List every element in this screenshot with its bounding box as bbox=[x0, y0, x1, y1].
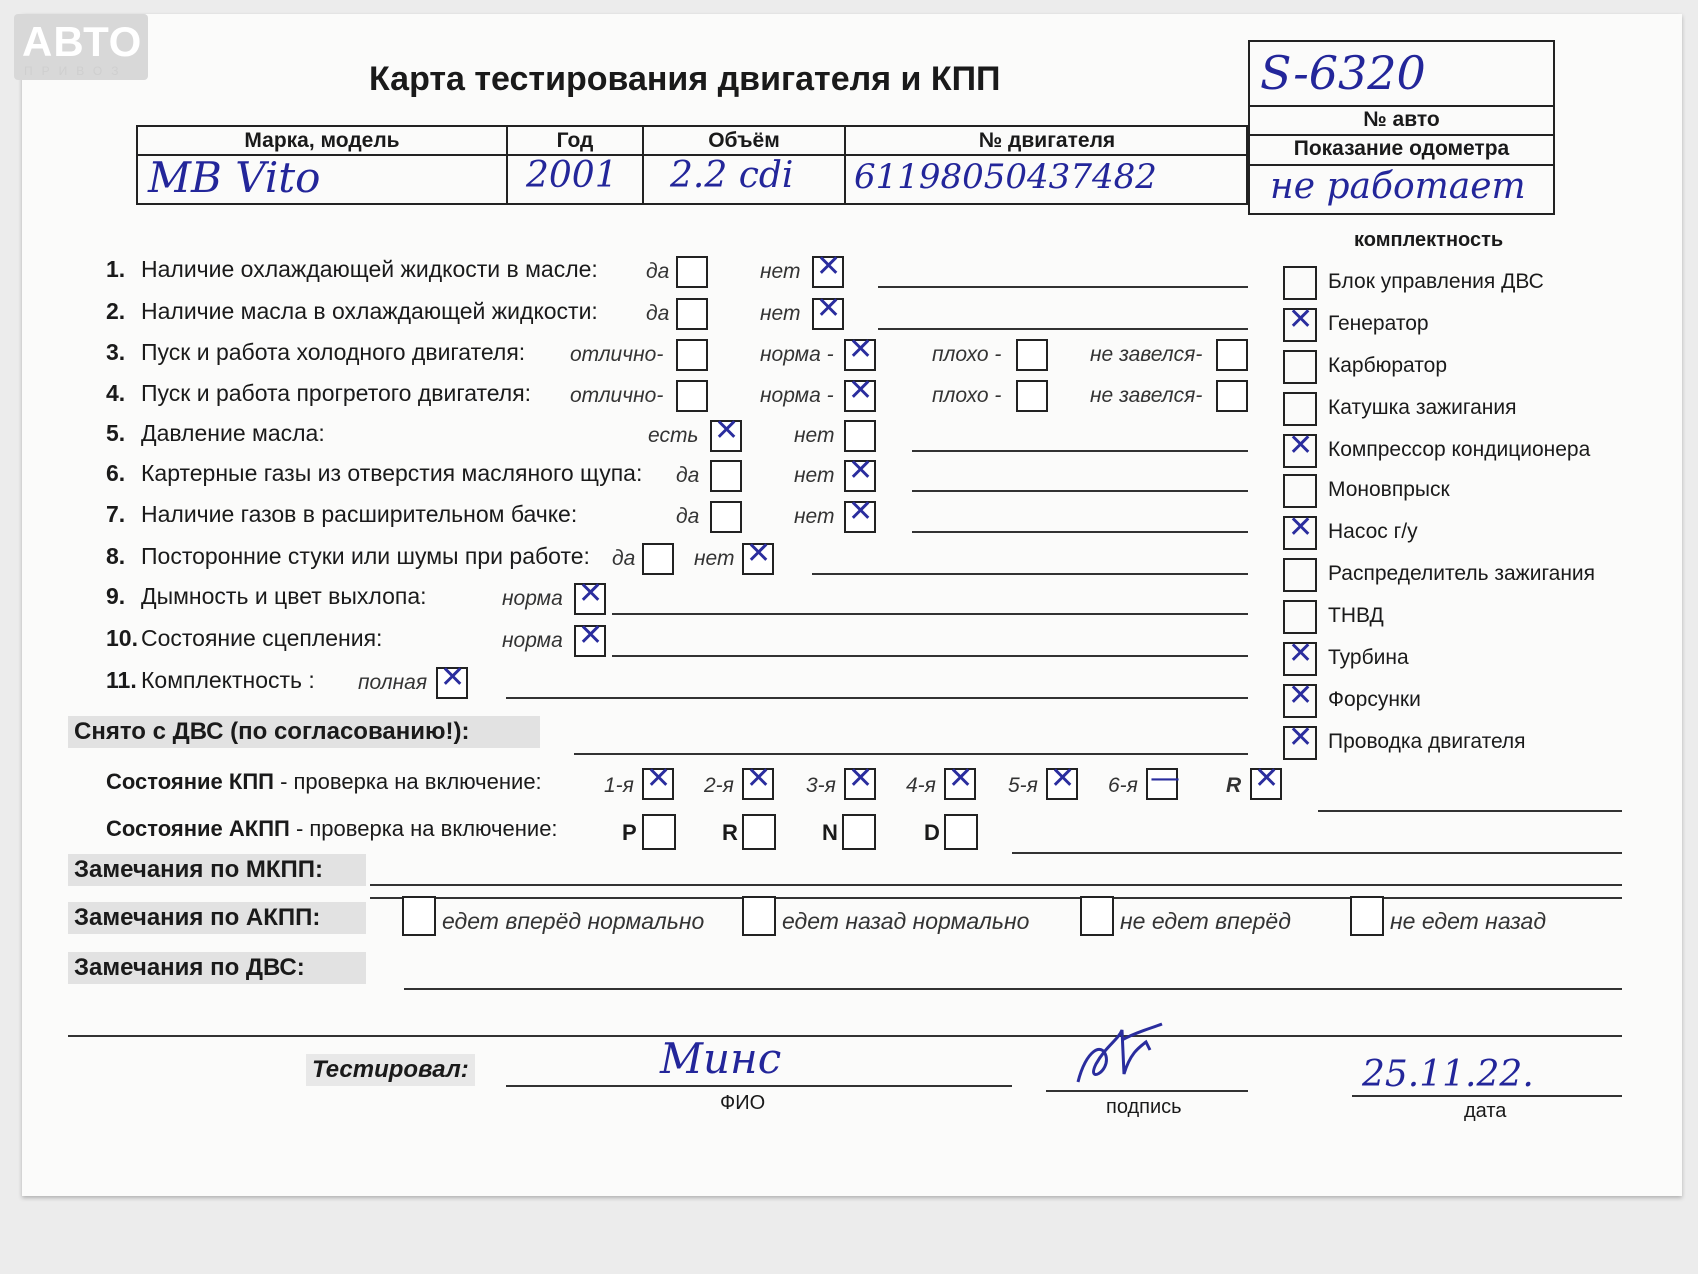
gear-label: R bbox=[1226, 774, 1242, 797]
completeness-item-label: Блок управления ДВС bbox=[1328, 270, 1544, 293]
completeness-checkbox[interactable] bbox=[1283, 474, 1317, 508]
question-10-option-label: норма bbox=[502, 629, 563, 652]
question-9-note-line[interactable] bbox=[612, 613, 1248, 615]
gear-checkbox[interactable] bbox=[742, 761, 774, 800]
akpp-remark-label: едет вперёд нормально bbox=[442, 908, 705, 934]
check-mark-icon: ✕ bbox=[816, 291, 842, 326]
question-8: 8. Посторонние стуки или шумы при работе: bbox=[106, 543, 590, 569]
completeness-item-label: Компрессор кондиционера bbox=[1328, 438, 1591, 461]
question-9: 9. Дымность и цвет выхлопа: bbox=[106, 583, 427, 609]
question-6-checkbox[interactable] bbox=[710, 460, 742, 492]
question-8-checkbox[interactable] bbox=[742, 536, 774, 575]
completeness-checkbox[interactable] bbox=[1283, 266, 1317, 300]
check-mark-icon: ✕ bbox=[578, 618, 604, 653]
auto-number-box bbox=[1248, 40, 1555, 215]
model-cell bbox=[138, 127, 508, 203]
volume-label: Объём bbox=[708, 129, 780, 152]
question-2-note-line[interactable] bbox=[878, 328, 1248, 330]
question-9-checkbox[interactable] bbox=[574, 576, 606, 615]
question-3-option-label: отлично- bbox=[570, 343, 664, 366]
completeness-checkbox[interactable] bbox=[1283, 721, 1317, 760]
question-8-note-line[interactable] bbox=[812, 573, 1248, 575]
remarks-mkpp-line-2[interactable] bbox=[370, 897, 1622, 899]
completeness-item-label: Насос г/у bbox=[1328, 520, 1418, 543]
question-10-checkbox[interactable] bbox=[574, 618, 606, 657]
gear-checkbox[interactable] bbox=[642, 761, 674, 800]
kpp-label: Состояние КПП - проверка на включение: bbox=[106, 769, 542, 794]
question-11-checkbox[interactable] bbox=[436, 660, 468, 699]
question-2-option-label: да bbox=[646, 302, 670, 325]
date-value[interactable]: 25.11.22. bbox=[1362, 1054, 1534, 1095]
gear-checkbox[interactable] bbox=[1046, 761, 1078, 800]
question-8-option-label: да bbox=[612, 547, 636, 570]
signature-caption: подпись bbox=[1106, 1096, 1182, 1118]
question-1-checkbox[interactable] bbox=[812, 249, 844, 288]
question-6-option-label: нет bbox=[794, 464, 835, 487]
question-7: 7. Наличие газов в расширительном бачке: bbox=[106, 501, 578, 527]
check-mark-icon: ✕ bbox=[848, 332, 874, 367]
volume-value[interactable]: 2.2 cdi bbox=[670, 155, 794, 196]
check-mark-icon: ✕ bbox=[948, 761, 974, 796]
question-2-checkbox[interactable] bbox=[812, 291, 844, 330]
check-mark-icon: ✕ bbox=[848, 453, 874, 488]
remarks-mkpp-line[interactable] bbox=[370, 884, 1622, 886]
check-mark-icon: ✕ bbox=[578, 576, 604, 611]
question-4-checkbox[interactable] bbox=[676, 380, 708, 412]
engine-no-value[interactable]: 61198050437482 bbox=[854, 157, 1157, 197]
check-mark-icon: ✕ bbox=[714, 413, 740, 448]
check-mark-icon: ✕ bbox=[1288, 721, 1314, 754]
akpp-label: Состояние АКПП - проверка на включение: bbox=[106, 816, 558, 841]
completeness-item-label: Проводка двигателя bbox=[1328, 730, 1526, 753]
completeness-checkbox[interactable] bbox=[1283, 429, 1317, 468]
check-mark-icon: ✕ bbox=[816, 249, 842, 284]
question-3-checkbox[interactable] bbox=[1016, 339, 1048, 371]
question-4-option-label: отлично- bbox=[570, 384, 664, 407]
question-5-checkbox[interactable] bbox=[844, 420, 876, 452]
completeness-item-label: Моновпрыск bbox=[1328, 478, 1450, 501]
question-1-note-line[interactable] bbox=[878, 286, 1248, 288]
completeness-item-label: ТНВД bbox=[1328, 604, 1384, 627]
akpp-remark-checkbox[interactable] bbox=[1350, 896, 1384, 936]
auto-number-value[interactable]: S-6320 bbox=[1260, 46, 1426, 100]
akpp-position-checkbox[interactable] bbox=[642, 814, 676, 850]
check-mark-icon: ✕ bbox=[1288, 303, 1314, 336]
question-2-option-label: нет bbox=[760, 302, 801, 325]
question-3-checkbox[interactable] bbox=[676, 339, 708, 371]
question-4-option-label: норма - bbox=[760, 384, 834, 407]
question-6-note-line[interactable] bbox=[912, 490, 1248, 492]
akpp-remark-checkbox[interactable] bbox=[1080, 896, 1114, 936]
gear-label: 4-я bbox=[906, 774, 936, 797]
remarks-akpp-label: Замечания по АКПП: bbox=[68, 902, 366, 934]
question-1-option-label: да bbox=[646, 260, 670, 283]
completeness-item-label: Форсунки bbox=[1328, 688, 1421, 711]
question-2-checkbox[interactable] bbox=[676, 298, 708, 330]
akpp-position-label: N bbox=[822, 820, 838, 845]
signature-image bbox=[1066, 1020, 1166, 1090]
gear-label: 6-я bbox=[1108, 774, 1138, 797]
question-7-checkbox[interactable] bbox=[844, 494, 876, 533]
gear-label: 3-я bbox=[806, 774, 836, 797]
akpp-line[interactable] bbox=[1012, 852, 1622, 854]
question-3-option-label: не завелся- bbox=[1090, 343, 1203, 366]
question-7-checkbox[interactable] bbox=[710, 501, 742, 533]
question-6: 6. Картерные газы из отверстия масляного щупа: bbox=[106, 460, 643, 486]
akpp-remark-label: не едет вперёд bbox=[1120, 908, 1291, 934]
question-10-note-line[interactable] bbox=[612, 655, 1248, 657]
question-2: 2. Наличие масла в охлаждающей жидкости: bbox=[106, 298, 598, 324]
engine-no-label: № двигателя bbox=[978, 129, 1116, 152]
question-5-checkbox[interactable] bbox=[710, 413, 742, 452]
logo-main: АВТО bbox=[22, 18, 143, 65]
logo-sub: ПРИВОЗ bbox=[24, 64, 128, 78]
akpp-remark-checkbox[interactable] bbox=[402, 896, 436, 936]
model-label: Марка, модель bbox=[244, 129, 400, 152]
date-caption: дата bbox=[1464, 1100, 1507, 1122]
completeness-checkbox[interactable] bbox=[1283, 511, 1317, 550]
remarks-dvs-label: Замечания по ДВС: bbox=[68, 952, 366, 984]
check-mark-icon: ✕ bbox=[746, 761, 772, 796]
check-mark-icon: — bbox=[1150, 761, 1180, 796]
completeness-checkbox[interactable] bbox=[1283, 392, 1317, 426]
question-5: 5. Давление масла: bbox=[106, 420, 325, 446]
question-11-note-line[interactable] bbox=[506, 697, 1248, 699]
vehicle-info-table bbox=[136, 125, 1248, 205]
kpp-line[interactable] bbox=[1318, 810, 1622, 812]
gear-label: 5-я bbox=[1008, 774, 1038, 797]
akpp-remark-label: едет назад нормально bbox=[782, 908, 1030, 934]
question-9-option-label: норма bbox=[502, 587, 563, 610]
completeness-checkbox[interactable] bbox=[1283, 350, 1317, 384]
removed-line[interactable] bbox=[574, 753, 1248, 755]
name-line[interactable] bbox=[506, 1085, 1012, 1087]
check-mark-icon: ✕ bbox=[848, 494, 874, 529]
question-5-option-label: есть bbox=[648, 424, 699, 447]
odometer-label: Показание одометра bbox=[1293, 137, 1510, 160]
check-mark-icon: ✕ bbox=[1288, 429, 1314, 462]
gear-label: 1-я bbox=[604, 774, 634, 797]
question-8-checkbox[interactable] bbox=[642, 543, 674, 575]
question-4-option-label: не завелся- bbox=[1090, 384, 1203, 407]
check-mark-icon: ✕ bbox=[848, 373, 874, 408]
completeness-item-label: Карбюратор bbox=[1328, 354, 1448, 377]
question-1-checkbox[interactable] bbox=[676, 256, 708, 288]
completeness-checkbox[interactable] bbox=[1283, 600, 1317, 634]
name-value[interactable]: Минс bbox=[660, 1034, 782, 1083]
volume-cell bbox=[644, 127, 846, 203]
year-value[interactable]: 2001 bbox=[526, 155, 618, 196]
check-mark-icon: ✕ bbox=[440, 660, 466, 695]
logo bbox=[14, 14, 148, 80]
question-4-checkbox[interactable] bbox=[844, 373, 876, 412]
model-value[interactable]: MB Vito bbox=[148, 153, 321, 202]
akpp-remark-label: не едет назад bbox=[1390, 908, 1547, 934]
check-mark-icon: ✕ bbox=[1050, 761, 1076, 796]
remarks-dvs-line[interactable] bbox=[404, 988, 1622, 990]
tested-by-label: Тестировал: bbox=[306, 1054, 475, 1086]
akpp-position-label: R bbox=[722, 820, 738, 845]
question-3-option-label: плохо - bbox=[932, 343, 1002, 366]
question-7-option-label: да bbox=[676, 505, 700, 528]
akpp-remark-checkbox[interactable] bbox=[742, 896, 776, 936]
page-title: Карта тестирования двигателя и КПП bbox=[369, 60, 1001, 98]
remarks-mkpp-label: Замечания по МКПП: bbox=[68, 854, 366, 886]
question-4-option-label: плохо - bbox=[932, 384, 1002, 407]
question-6-checkbox[interactable] bbox=[844, 453, 876, 492]
akpp-position-checkbox[interactable] bbox=[842, 814, 876, 850]
date-line[interactable] bbox=[1352, 1095, 1622, 1097]
question-1-option-label: нет bbox=[760, 260, 801, 283]
check-mark-icon: ✕ bbox=[1288, 511, 1314, 544]
question-11-option-label: полная bbox=[358, 671, 428, 694]
question-7-option-label: нет bbox=[794, 505, 835, 528]
completeness-title: комплектность bbox=[1354, 229, 1504, 251]
year-cell bbox=[508, 127, 644, 203]
completeness-checkbox[interactable] bbox=[1283, 303, 1317, 342]
check-mark-icon: ✕ bbox=[1254, 761, 1280, 796]
auto-number-label: № авто bbox=[1363, 108, 1440, 131]
completeness-checkbox[interactable] bbox=[1283, 637, 1317, 676]
question-5-option-label: нет bbox=[794, 424, 835, 447]
question-3-checkbox[interactable] bbox=[844, 332, 876, 371]
question-3-checkbox[interactable] bbox=[1216, 339, 1248, 371]
akpp-position-checkbox[interactable] bbox=[944, 814, 978, 850]
odometer-value[interactable]: не работает bbox=[1270, 166, 1526, 207]
akpp-position-label: D bbox=[924, 820, 940, 845]
remarks-dvs-line-2[interactable] bbox=[68, 1035, 1622, 1037]
gear-checkbox[interactable] bbox=[1146, 761, 1180, 800]
question-5-note-line[interactable] bbox=[912, 450, 1248, 452]
question-3-option-label: норма - bbox=[760, 343, 834, 366]
completeness-item-label: Турбина bbox=[1328, 646, 1409, 669]
gear-checkbox[interactable] bbox=[1250, 761, 1282, 800]
year-label: Год bbox=[556, 129, 594, 152]
completeness-item-label: Распределитель зажигания bbox=[1328, 562, 1596, 585]
question-1: 1. Наличие охлаждающей жидкости в масле: bbox=[106, 256, 598, 282]
signature-line[interactable] bbox=[1046, 1090, 1248, 1092]
akpp-position-checkbox[interactable] bbox=[742, 814, 776, 850]
name-caption: ФИО bbox=[720, 1092, 766, 1114]
check-mark-icon: ✕ bbox=[848, 761, 874, 796]
question-4: 4. Пуск и работа прогретого двигателя: bbox=[106, 380, 532, 406]
check-mark-icon: ✕ bbox=[746, 536, 772, 571]
check-mark-icon: ✕ bbox=[1288, 637, 1314, 670]
question-4-checkbox[interactable] bbox=[1216, 380, 1248, 412]
completeness-item-label: Генератор bbox=[1328, 312, 1429, 335]
completeness-item-label: Катушка зажигания bbox=[1328, 396, 1517, 419]
check-mark-icon: ✕ bbox=[1288, 679, 1314, 712]
question-8-option-label: нет bbox=[694, 547, 735, 570]
question-11: 11. Комплектность : bbox=[106, 667, 315, 693]
question-10: 10. Состояние сцепления: bbox=[106, 625, 383, 651]
completeness-checkbox[interactable] bbox=[1283, 679, 1317, 718]
engine-no-cell bbox=[846, 127, 1248, 203]
question-6-option-label: да bbox=[676, 464, 700, 487]
completeness-checkbox[interactable] bbox=[1283, 558, 1317, 592]
gear-checkbox[interactable] bbox=[844, 761, 876, 800]
question-7-note-line[interactable] bbox=[912, 531, 1248, 533]
gear-checkbox[interactable] bbox=[944, 761, 976, 800]
akpp-position-label: P bbox=[622, 820, 637, 845]
question-3: 3. Пуск и работа холодного двигателя: bbox=[106, 339, 526, 365]
removed-label: Снято с ДВС (по согласованию!): bbox=[68, 716, 540, 748]
question-4-checkbox[interactable] bbox=[1016, 380, 1048, 412]
check-mark-icon: ✕ bbox=[646, 761, 672, 796]
gear-label: 2-я bbox=[704, 774, 734, 797]
